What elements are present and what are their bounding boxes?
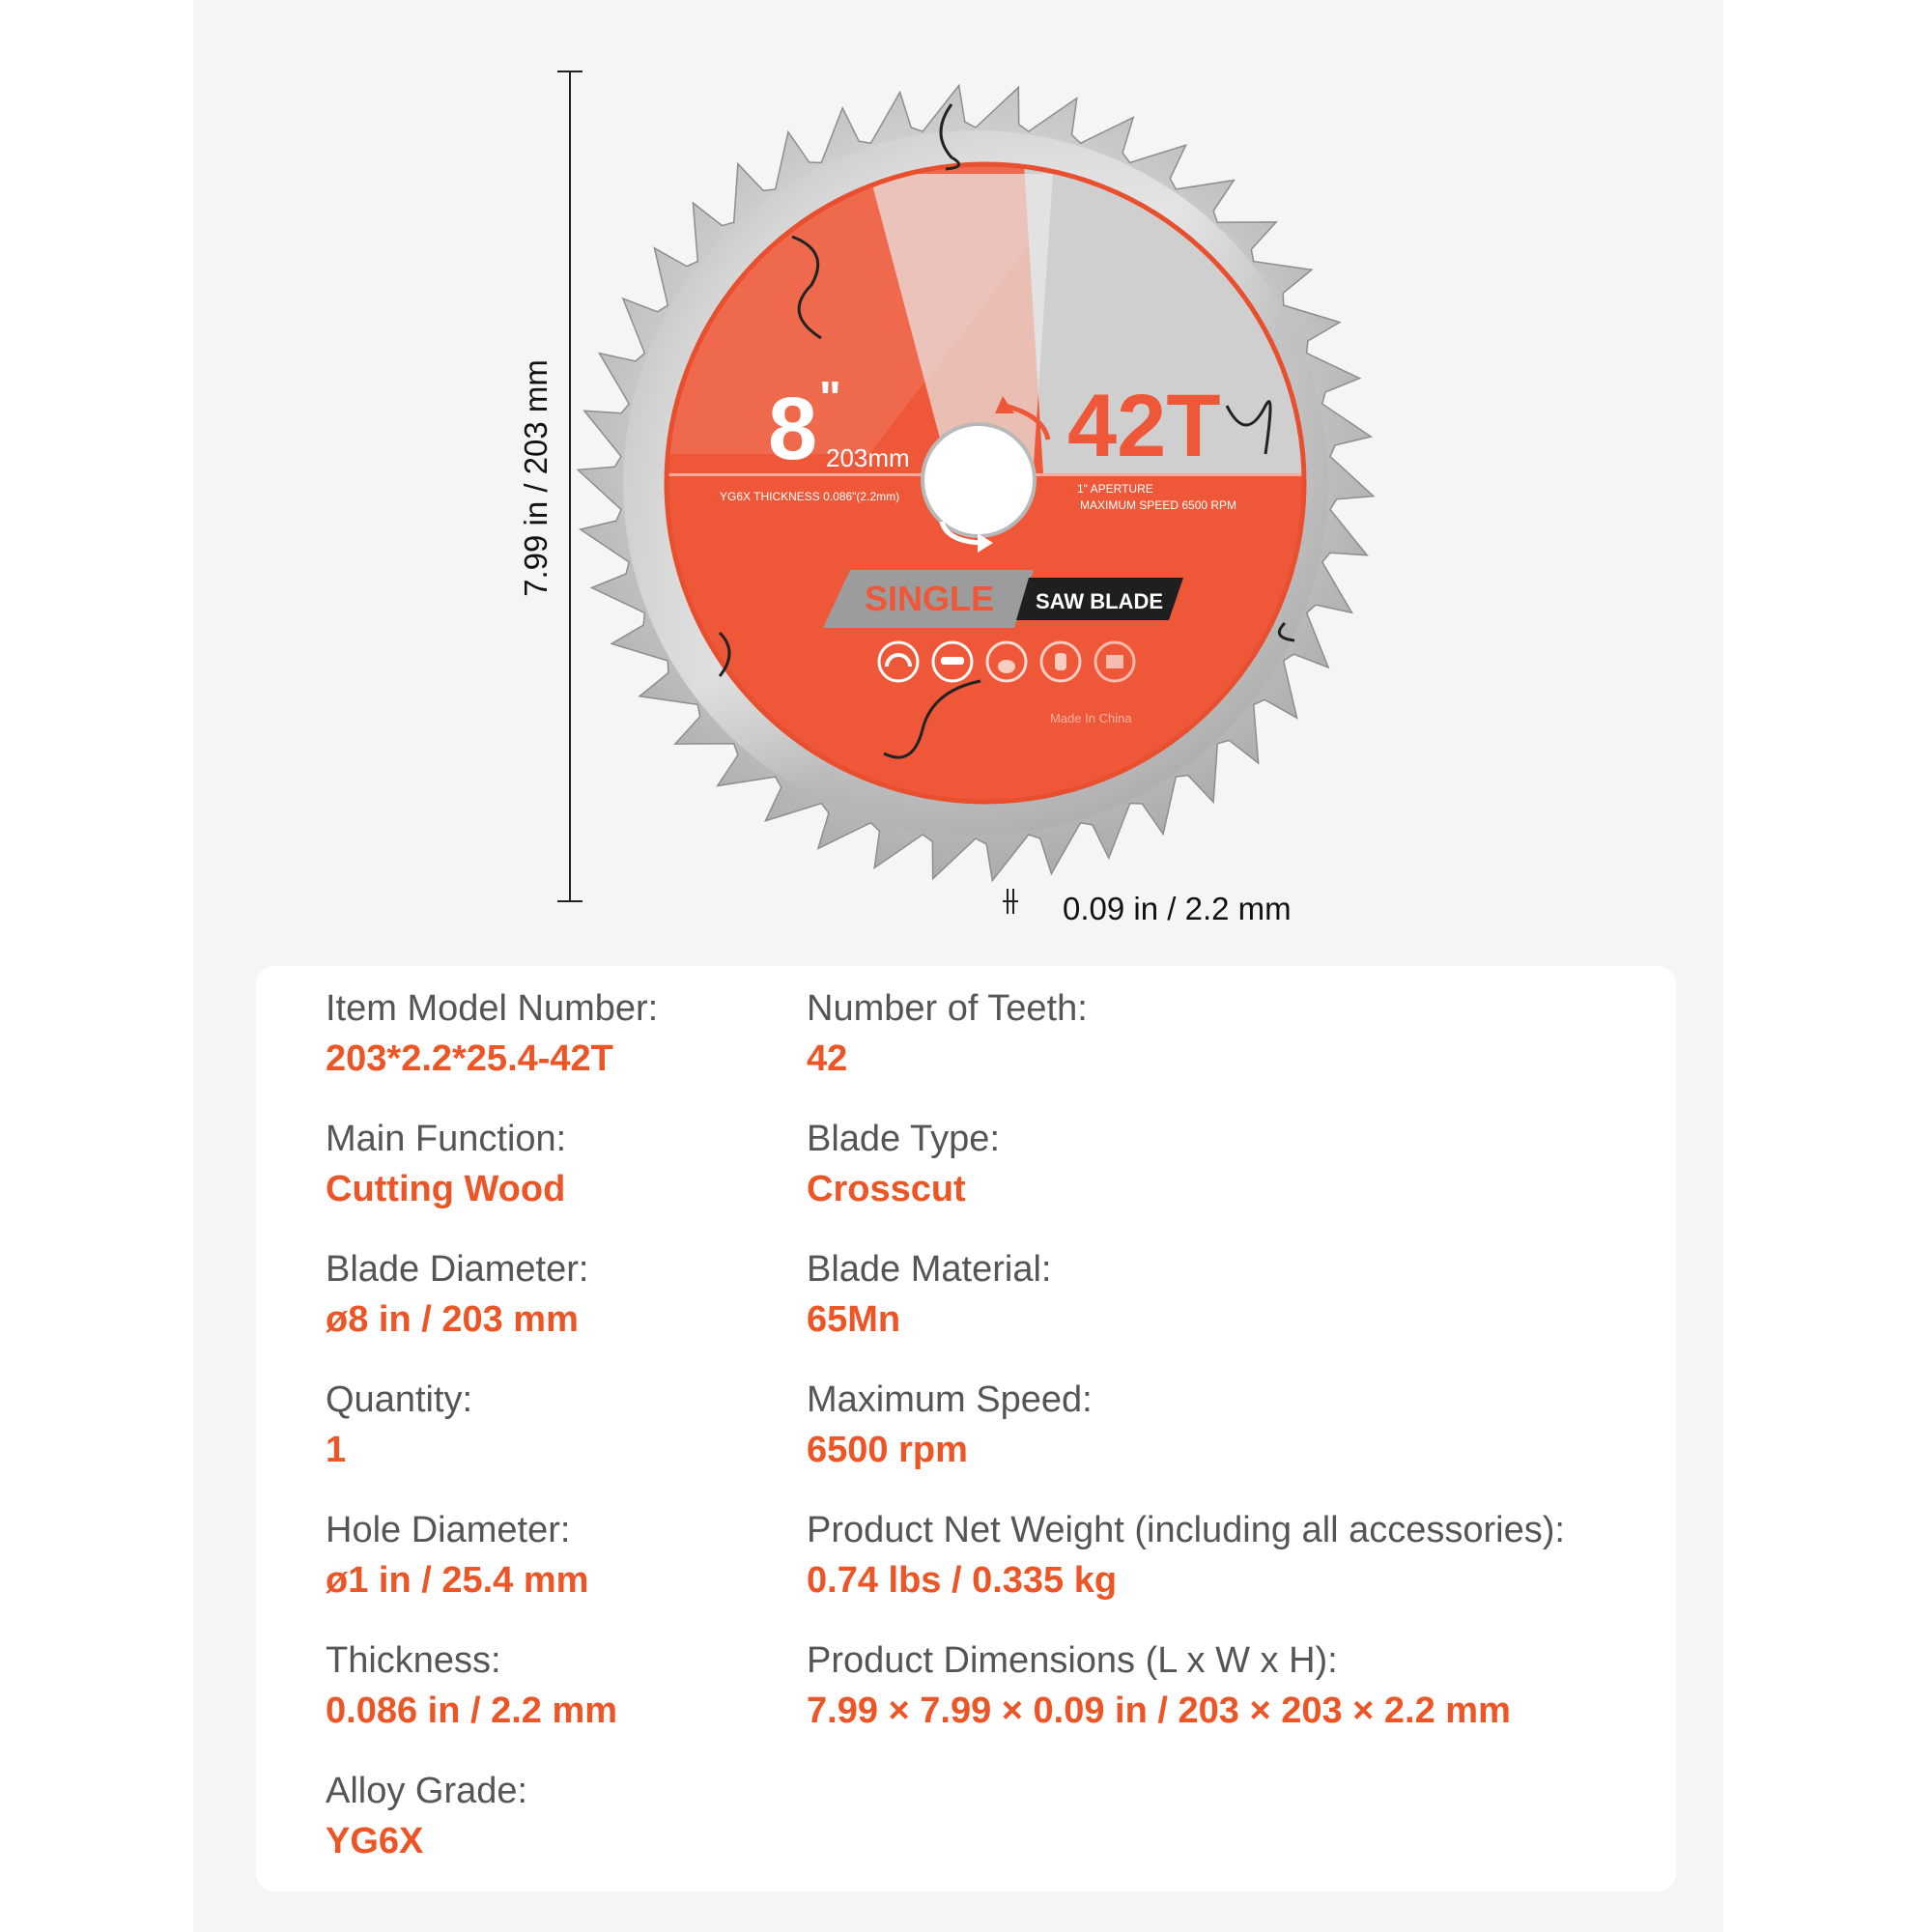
spec-blade-diameter [326,1246,780,1377]
spec-value: 42 [807,1038,848,1079]
blade-size-mm: 203mm [826,443,910,472]
spec-value: 0.74 lbs / 0.335 kg [807,1560,1118,1601]
saw-blade [578,85,1374,880]
spec-thickness [326,1637,780,1768]
spec-value: Crosscut [807,1169,966,1209]
spec-value: 65Mn [807,1299,901,1340]
spec-value: 1 [326,1430,347,1470]
banner-saw-blade: SAW BLADE [1036,589,1163,613]
spec-product-dimensions [807,1637,1657,1768]
thickness-dimension-line [1003,889,1018,914]
spec-label: Alloy Grade: [326,1771,528,1811]
spec-number-of-teeth [807,985,1657,1116]
made-in-label: Made In China [1050,711,1132,725]
spec-label: Blade Material: [807,1249,1052,1290]
blade-aperture: 1" APERTURE [1077,482,1153,496]
spec-label: Hole Diameter: [326,1510,571,1550]
spec-label: Product Dimensions (L x W x H): [807,1640,1338,1681]
spec-quantity [326,1377,780,1507]
spec-hole-diameter [326,1507,780,1637]
spec-value: 0.086 in / 2.2 mm [326,1690,618,1731]
spec-column-left [326,985,780,1898]
thickness-dimension-label: 0.09 in / 2.2 mm [1063,891,1292,926]
spec-value: ø1 in / 25.4 mm [326,1560,589,1601]
blade-teeth-count: 42T [1067,377,1221,475]
spec-label: Product Net Weight (including all accessories): [807,1510,1565,1550]
spec-label: Main Function: [326,1119,567,1159]
spec-item-model-number [326,985,780,1116]
spec-value: 203*2.2*25.4-42T [326,1038,613,1079]
spec-label: Number of Teeth: [807,988,1088,1029]
height-dimension-line [557,71,582,901]
spec-value: ø8 in / 203 mm [326,1299,579,1340]
spec-label: Maximum Speed: [807,1379,1093,1420]
spec-card [256,966,1676,1891]
spec-main-function [326,1116,780,1246]
spec-value: Cutting Wood [326,1169,566,1209]
product-image [0,0,1932,956]
blade-max-speed: MAXIMUM SPEED 6500 RPM [1080,498,1237,512]
spec-blade-type [807,1116,1657,1246]
spec-value: 7.99 × 7.99 × 0.09 in / 203 × 203 × 2.2 mm [807,1690,1511,1731]
spec-net-weight [807,1507,1657,1637]
spec-value: 6500 rpm [807,1430,968,1470]
blade-size-mark: " [819,373,841,424]
spec-label: Blade Type: [807,1119,1001,1159]
blade-size-number: 8 [768,380,818,478]
height-dimension-label: 7.99 in / 203 mm [518,359,554,597]
spec-alloy-grade [326,1768,780,1898]
spec-blade-material [807,1246,1657,1377]
spec-label: Item Model Number: [326,988,659,1029]
spec-label: Quantity: [326,1379,473,1420]
spec-label: Thickness: [326,1640,501,1681]
spec-label: Blade Diameter: [326,1249,589,1290]
blade-grade-thickness: YG6X THICKNESS 0.086"(2.2mm) [720,490,900,503]
banner-single: SINGLE [865,579,995,618]
spec-maximum-speed [807,1377,1657,1507]
spec-column-right [807,985,1657,1768]
spec-value: YG6X [326,1821,424,1861]
